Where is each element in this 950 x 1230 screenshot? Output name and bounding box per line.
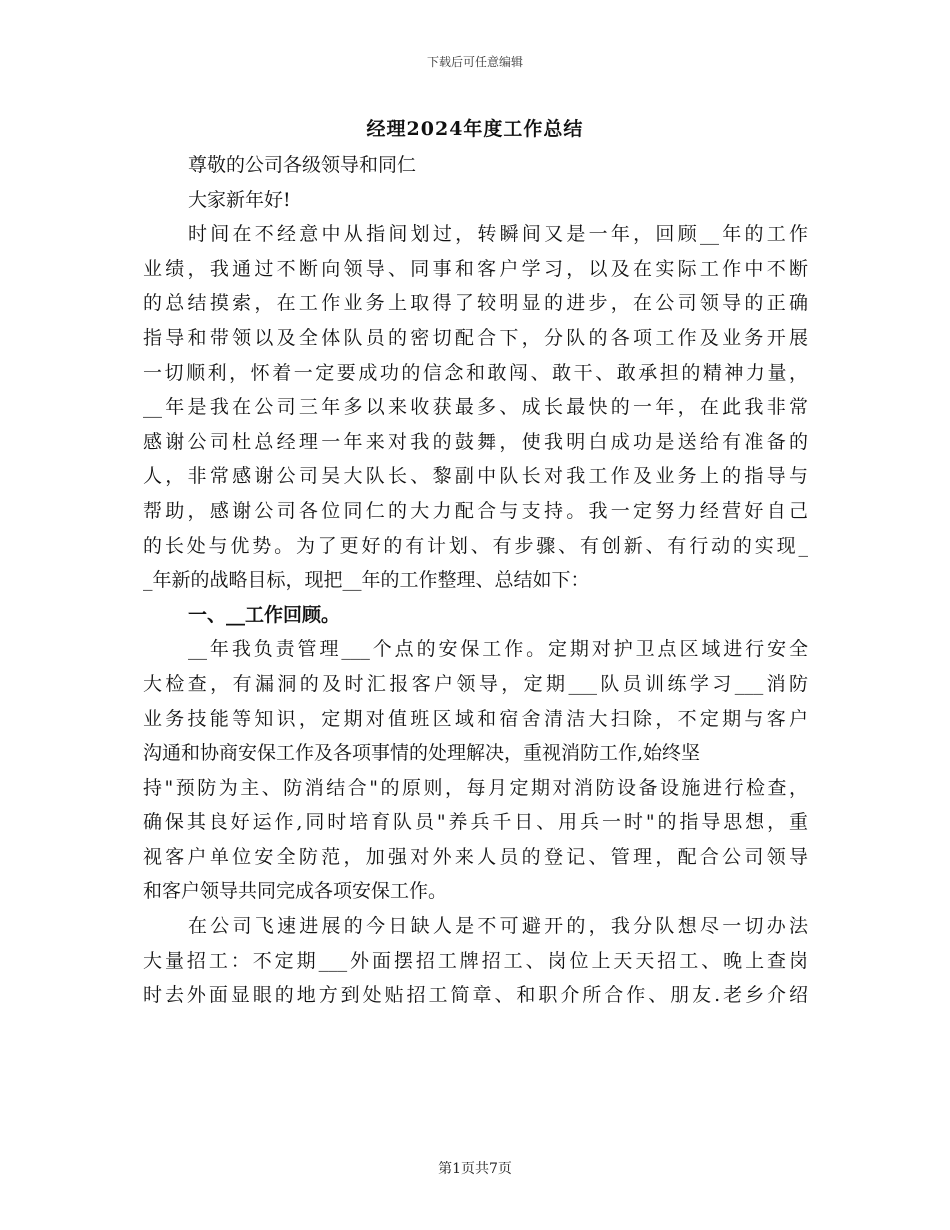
paragraph-line: 业绩，我通过不断向领导、同事和客户学习，以及在实际工作中不断 bbox=[143, 257, 808, 280]
greeting-line: 大家新年好! bbox=[188, 188, 291, 211]
paragraph-line: 和客户领导共同完成各项安保工作。 bbox=[143, 880, 448, 903]
section-heading: 一、__工作回顾。 bbox=[188, 603, 341, 626]
paragraph-line: 大量招工：不定期___外面摆招工牌招工、岗位上天天招工、晚上查岗 bbox=[143, 949, 808, 972]
paragraph-line: 的总结摸索，在工作业务上取得了较明显的进步，在公司领导的正确 bbox=[143, 292, 808, 315]
salutation-line: 尊敬的公司各级领导和同仁 bbox=[188, 154, 417, 176]
paragraph-line: 大检查，有漏洞的及时汇报客户领导，定期___队员训练学习___消防 bbox=[143, 672, 808, 695]
paragraph-line: 业务技能等知识，定期对值班区域和宿舍清洁大扫除，不定期与客户 bbox=[143, 707, 808, 730]
paragraph-line: 人，非常感谢公司吴大队长、黎副中队长对我工作及业务上的指导与 bbox=[143, 465, 808, 488]
paragraph-line: _年新的战略目标，现把__年的工作整理、总结如下： bbox=[143, 569, 590, 592]
paragraph-line: 视客户单位安全防范，加强对外来人员的登记、管理，配合公司领导 bbox=[143, 845, 808, 868]
paragraph-line: 感谢公司杜总经理一年来对我的鼓舞，使我明白成功是送给有准备的 bbox=[143, 430, 808, 453]
paragraph-line: 确保其良好运作,同时培育队员"养兵千日、用兵一时"的指导思想，重 bbox=[143, 811, 808, 834]
paragraph-line: 的长处与优势。为了更好的有计划、有步骤、有创新、有行动的实现_ bbox=[143, 534, 808, 557]
page-header-note: 下载后可任意编辑 bbox=[426, 55, 523, 69]
paragraph-line: 在公司飞速进展的今日缺人是不可避开的，我分队想尽一切办法 bbox=[188, 915, 808, 938]
paragraph-line: __年是我在公司三年多以来收获最多、成长最快的一年，在此我非常 bbox=[143, 396, 808, 419]
paragraph-line: 时间在不经意中从指间划过，转瞬间又是一年，回顾__年的工作 bbox=[188, 223, 808, 246]
paragraph-line: 时去外面显眼的地方到处贴招工简章、和职介所合作、朋友.老乡介绍 bbox=[143, 984, 808, 1007]
document-title: 经理2024年度工作总结 bbox=[366, 118, 584, 140]
paragraph-line: __年我负责管理___个点的安保工作。定期对护卫点区域进行安全 bbox=[188, 638, 808, 661]
document-body bbox=[143, 148, 808, 1013]
paragraph-line: 指导和带领以及全体队员的密切配合下，分队的各项工作及业务开展 bbox=[143, 326, 808, 349]
page-number: 第1页共7页 bbox=[438, 1161, 512, 1177]
paragraph-line: 帮助，感谢公司各位同仁的大力配合与支持。我一定努力经营好自己 bbox=[143, 499, 808, 522]
paragraph-line: 一切顺利，怀着一定要成功的信念和敢闯、敢干、敢承担的精神力量， bbox=[143, 361, 808, 384]
paragraph-line: 沟通和协商安保工作及各项事情的处理解决，重视消防工作,始终坚 bbox=[143, 742, 701, 765]
paragraph-line: 持"预防为主、防消结合"的原则，每月定期对消防设备设施进行检查， bbox=[143, 776, 808, 799]
